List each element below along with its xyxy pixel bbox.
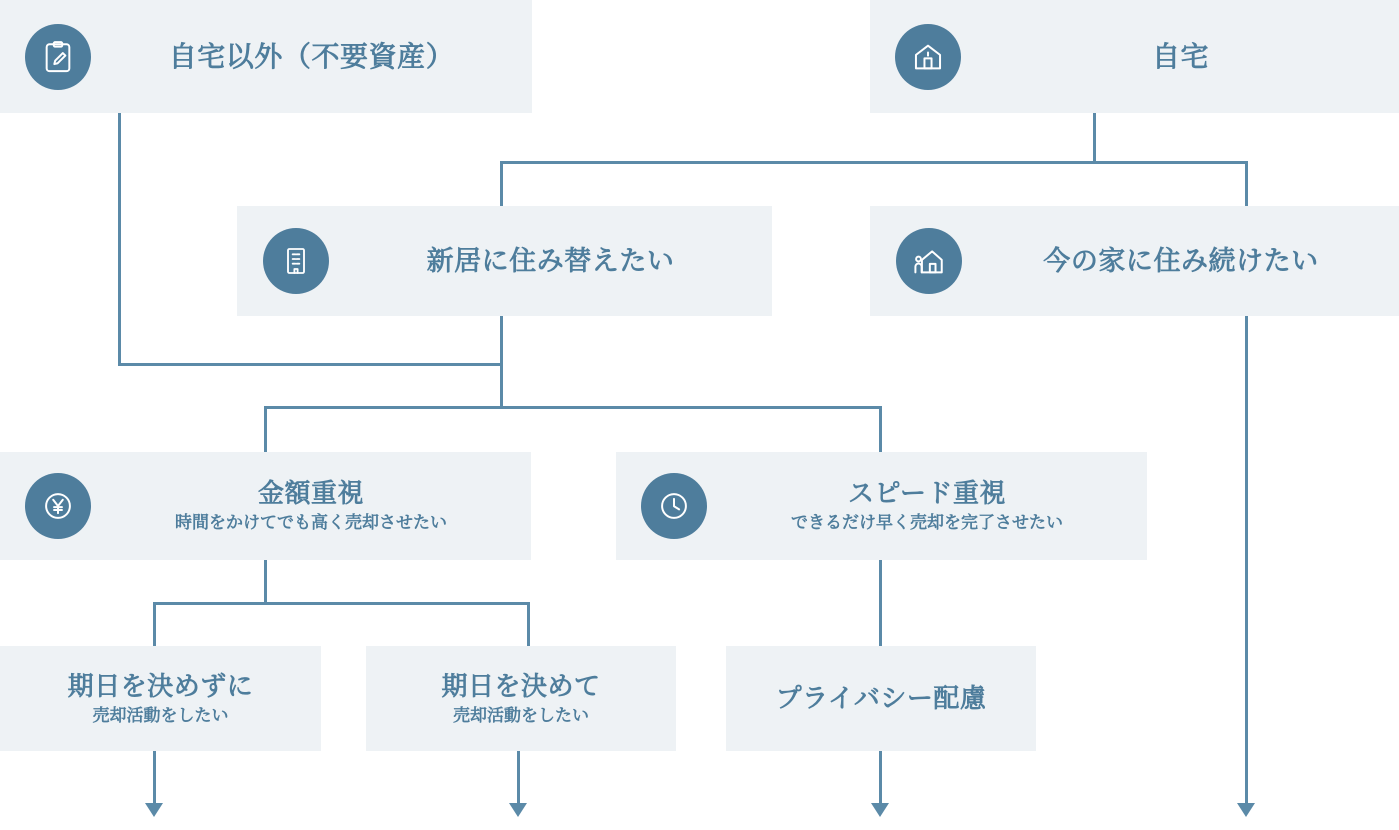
- node-with-deadline[interactable]: [366, 646, 676, 751]
- node-icon-wrap: [641, 473, 707, 539]
- node-title: 今の家に住み続けたい: [1043, 245, 1319, 276]
- node-no-deadline[interactable]: [0, 646, 321, 751]
- node-subtitle: 売却活動をしたい: [453, 705, 589, 725]
- node-move-to-new-home[interactable]: [237, 206, 772, 316]
- connector-to-nodate: [153, 602, 156, 648]
- connector-home-vertical: [1093, 113, 1096, 164]
- connector-stay-down: [1245, 316, 1248, 805]
- arrow-stay-down: [1237, 803, 1255, 817]
- node-icon-wrap: [263, 228, 329, 294]
- node-text: [366, 671, 676, 727]
- node-title: 自宅: [1151, 40, 1210, 72]
- connector-privacy-down: [879, 751, 882, 805]
- node-text: [91, 478, 531, 534]
- connector-move-down: [500, 316, 503, 409]
- connector-home-horizontal: [500, 161, 1248, 164]
- node-text: [726, 683, 1036, 714]
- house-icon: [895, 24, 961, 90]
- clock-icon: [641, 473, 707, 539]
- person-house-icon: [896, 228, 962, 294]
- building-icon: [263, 228, 329, 294]
- node-icon-wrap: [25, 473, 91, 539]
- arrow-nodate-down: [145, 803, 163, 817]
- connector-to-speed: [879, 406, 882, 454]
- node-subtitle: できるだけ早く売却を完了させたい: [791, 513, 1063, 533]
- connector-price-down: [264, 560, 267, 604]
- node-text: [707, 478, 1147, 534]
- arrow-date-down: [509, 803, 527, 817]
- node-own-home[interactable]: [870, 0, 1399, 113]
- node-speed-priority[interactable]: [616, 452, 1147, 560]
- node-other-property[interactable]: [0, 0, 532, 113]
- connector-other-vertical: [118, 113, 121, 366]
- node-text: [91, 40, 532, 74]
- node-icon-wrap: [896, 228, 962, 294]
- arrow-privacy-down: [871, 803, 889, 817]
- node-title: プライバシー配慮: [775, 682, 987, 713]
- connector-date-down: [517, 751, 520, 805]
- node-title: 金額重視: [257, 478, 365, 509]
- connector-price-split: [153, 602, 530, 605]
- node-icon-wrap: [25, 24, 91, 90]
- node-stay-in-current-home[interactable]: [870, 206, 1399, 316]
- connector-to-price: [264, 406, 267, 454]
- node-subtitle: 売却活動をしたい: [92, 705, 229, 725]
- node-text: [329, 245, 772, 277]
- node-title: 新居に住み替えたい: [426, 245, 675, 276]
- connector-to-date: [527, 602, 530, 648]
- connector-speed-down: [879, 560, 882, 648]
- node-icon-wrap: [895, 24, 961, 90]
- connector-nodate-down: [153, 751, 156, 805]
- node-text: [961, 40, 1399, 74]
- connector-move-split: [264, 406, 882, 409]
- node-privacy[interactable]: [726, 646, 1036, 751]
- node-price-priority[interactable]: [0, 452, 531, 560]
- node-title: 自宅以外（不要資産）: [168, 40, 455, 72]
- clipboard-pen-icon: [25, 24, 91, 90]
- node-title: 期日を決めずに: [67, 670, 254, 701]
- connector-other-horizontal: [118, 363, 503, 366]
- connector-to-stay: [1245, 161, 1248, 209]
- yen-coin-icon: [25, 473, 91, 539]
- node-subtitle: 時間をかけてでも高く売却させたい: [175, 513, 447, 533]
- node-title: スピード重視: [847, 478, 1007, 509]
- connector-to-move: [500, 161, 503, 209]
- node-title: 期日を決めて: [441, 670, 601, 701]
- node-text: [0, 671, 321, 727]
- node-text: [962, 245, 1399, 277]
